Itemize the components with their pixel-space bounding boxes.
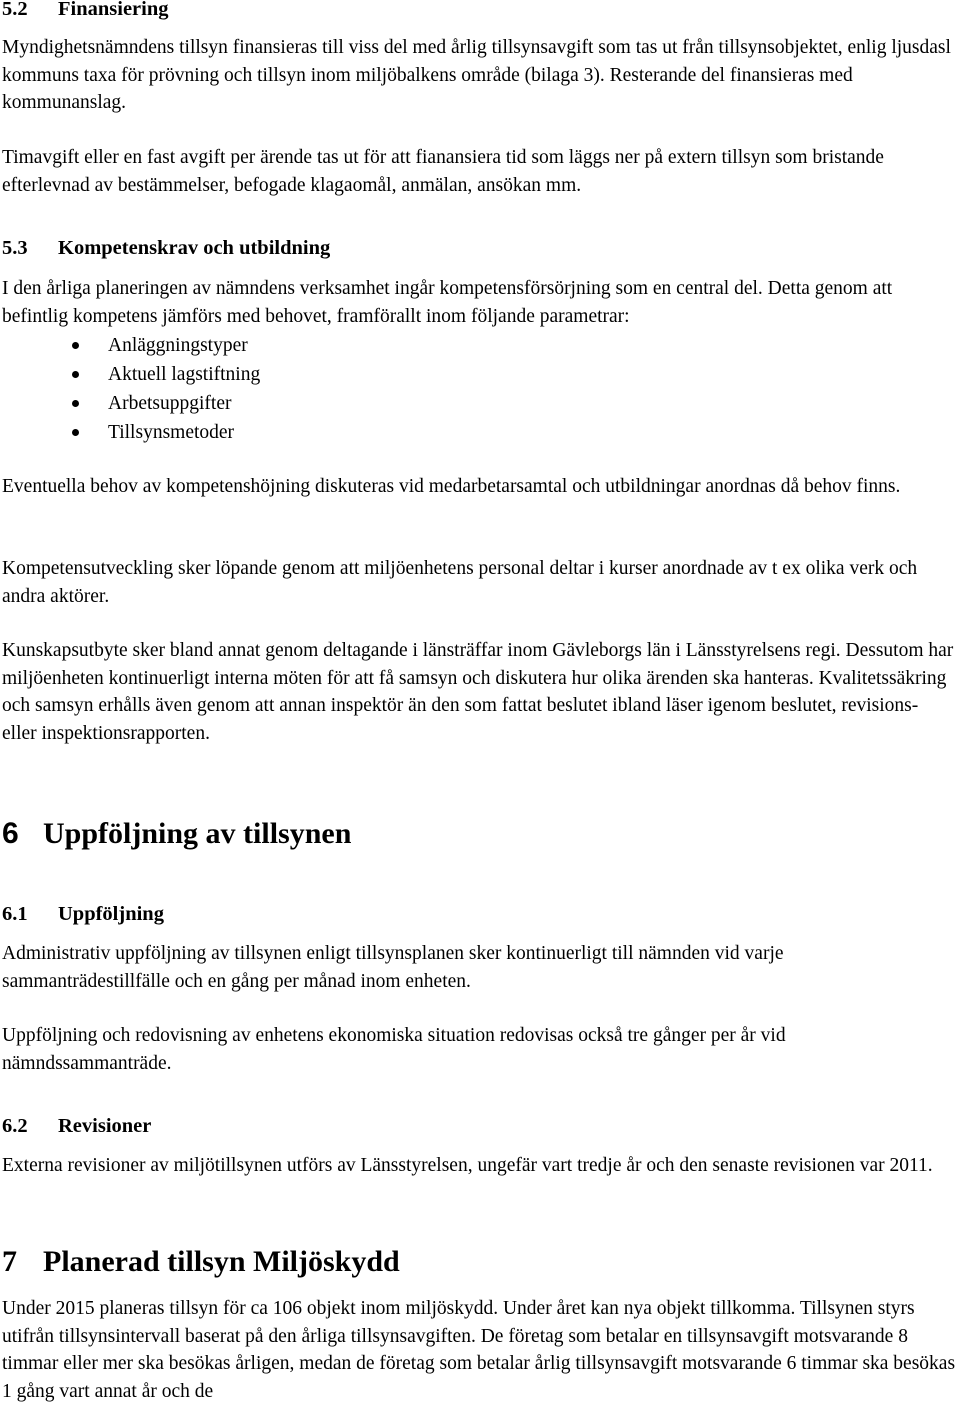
paragraph: Myndighetsnämndens tillsyn finansieras till viss del med årlig tillsynsavgift som tas ut från tillsynsobjektet, enlig ljusdasl kommuns taxa för prövning och tillsyn inom miljöbalkens område (bilaga 3). Resterande del finansieras med kommunanslag. — [2, 37, 951, 113]
list-item — [0, 418, 260, 447]
list-item-label: Aktuell lagstiftning — [108, 364, 261, 385]
paragraph: Uppföljning och redovisning av enhetens ekonomiska situation redovisas också tre gånger per år vid nämndssammanträde. — [2, 1025, 786, 1074]
heading-title: Uppföljning — [58, 903, 164, 925]
heading-6 — [2, 816, 956, 852]
list-item-label: Tillsynsmetoder — [108, 422, 235, 443]
heading-6-1 — [2, 901, 956, 927]
paragraph: Timavgift eller en fast avgift per ärende tas ut för att fianansiera tid som läggs ner på extern tillsyn som bristande efterlevnad av bestämmelser, befogade klagaomål, anmälan, ansökan mm. — [2, 147, 884, 196]
heading-title: Uppföljning av tillsynen — [43, 817, 352, 850]
paragraph: Externa revisioner av miljötillsynen utförs av Länsstyrelsen, ungefär vart tredje år och den senaste revisionen var 2011. — [2, 1155, 933, 1176]
paragraph: Kompetensutveckling sker löpande genom att miljöenhetens personal deltar i kurser anordnade av t ex olika verk och andra aktörer. — [2, 558, 918, 607]
heading-title: Kompetenskrav och utbildning — [58, 237, 331, 259]
heading-number: 6.2 — [2, 1115, 28, 1137]
paragraph: I den årliga planeringen av nämndens verksamhet ingår kompetensförsörjning som en central del. Detta genom att befintlig kompetens jämförs med behovet, framförallt inom följande parametrar: — [2, 278, 893, 327]
paragraph: Kunskapsutbyte sker bland annat genom deltagande i länsträffar inom Gävleborgs län i Länsstyrelsens regi. Dessutom har miljöenheten kontinuerligt interna möten för att få samsyn och diskutera hur olika ärenden ska hanteras. Kvalitetssäkring och samsyn erhålls även genom att annan inspektör än den som fattat beslutet ibland läser igenom beslutet, revisions- eller inspektionsrapporten. — [2, 640, 954, 744]
heading-number: 5.3 — [2, 237, 28, 259]
heading-title: Finansiering — [58, 0, 169, 20]
bullet-icon — [72, 342, 79, 349]
list-item-label: Anläggningstyper — [108, 335, 248, 356]
paragraph: Administrativ uppföljning av tillsynen enligt tillsynsplanen sker kontinuerligt till nämnden vid varje sammanträdestillfälle och en gång per månad inom enheten. — [2, 943, 784, 992]
heading-7 — [2, 1244, 956, 1280]
heading-5-2 — [2, 0, 956, 22]
heading-title: Revisioner — [58, 1115, 152, 1137]
paragraph: Under 2015 planeras tillsyn för ca 106 objekt inom miljöskydd. Under året kan nya objekt tillkomma. Tillsynen styrs utifrån tillsynsintervall baserat på den årliga tillsynsavgiften. De företag som betalar en tillsynsavgift motsvarande 8 timmar eller mer ska besökas årligen, medan de företag som betalar årlig tillsynsavgift motsvarande 6 timmar ska besökas 1 gång vart annat år och de — [2, 1298, 956, 1402]
heading-5-3 — [2, 235, 956, 261]
heading-number: 6 — [2, 817, 19, 850]
heading-number: 6.1 — [2, 903, 28, 925]
list-item — [0, 360, 260, 389]
heading-title: Planerad tillsyn Miljöskydd — [43, 1245, 400, 1278]
heading-number: 7 — [2, 1245, 17, 1278]
paragraph: Eventuella behov av kompetenshöjning diskuteras vid medarbetarsamtal och utbildningar anordnas då behov finns. — [2, 476, 901, 497]
bullet-list — [0, 331, 260, 447]
bullet-icon — [72, 400, 79, 407]
bullet-icon — [72, 371, 79, 378]
list-item — [0, 389, 260, 418]
heading-number: 5.2 — [2, 0, 28, 20]
list-item-label: Arbetsuppgifter — [108, 393, 232, 414]
list-item — [0, 331, 260, 360]
bullet-icon — [72, 429, 79, 436]
heading-6-2 — [2, 1113, 956, 1139]
